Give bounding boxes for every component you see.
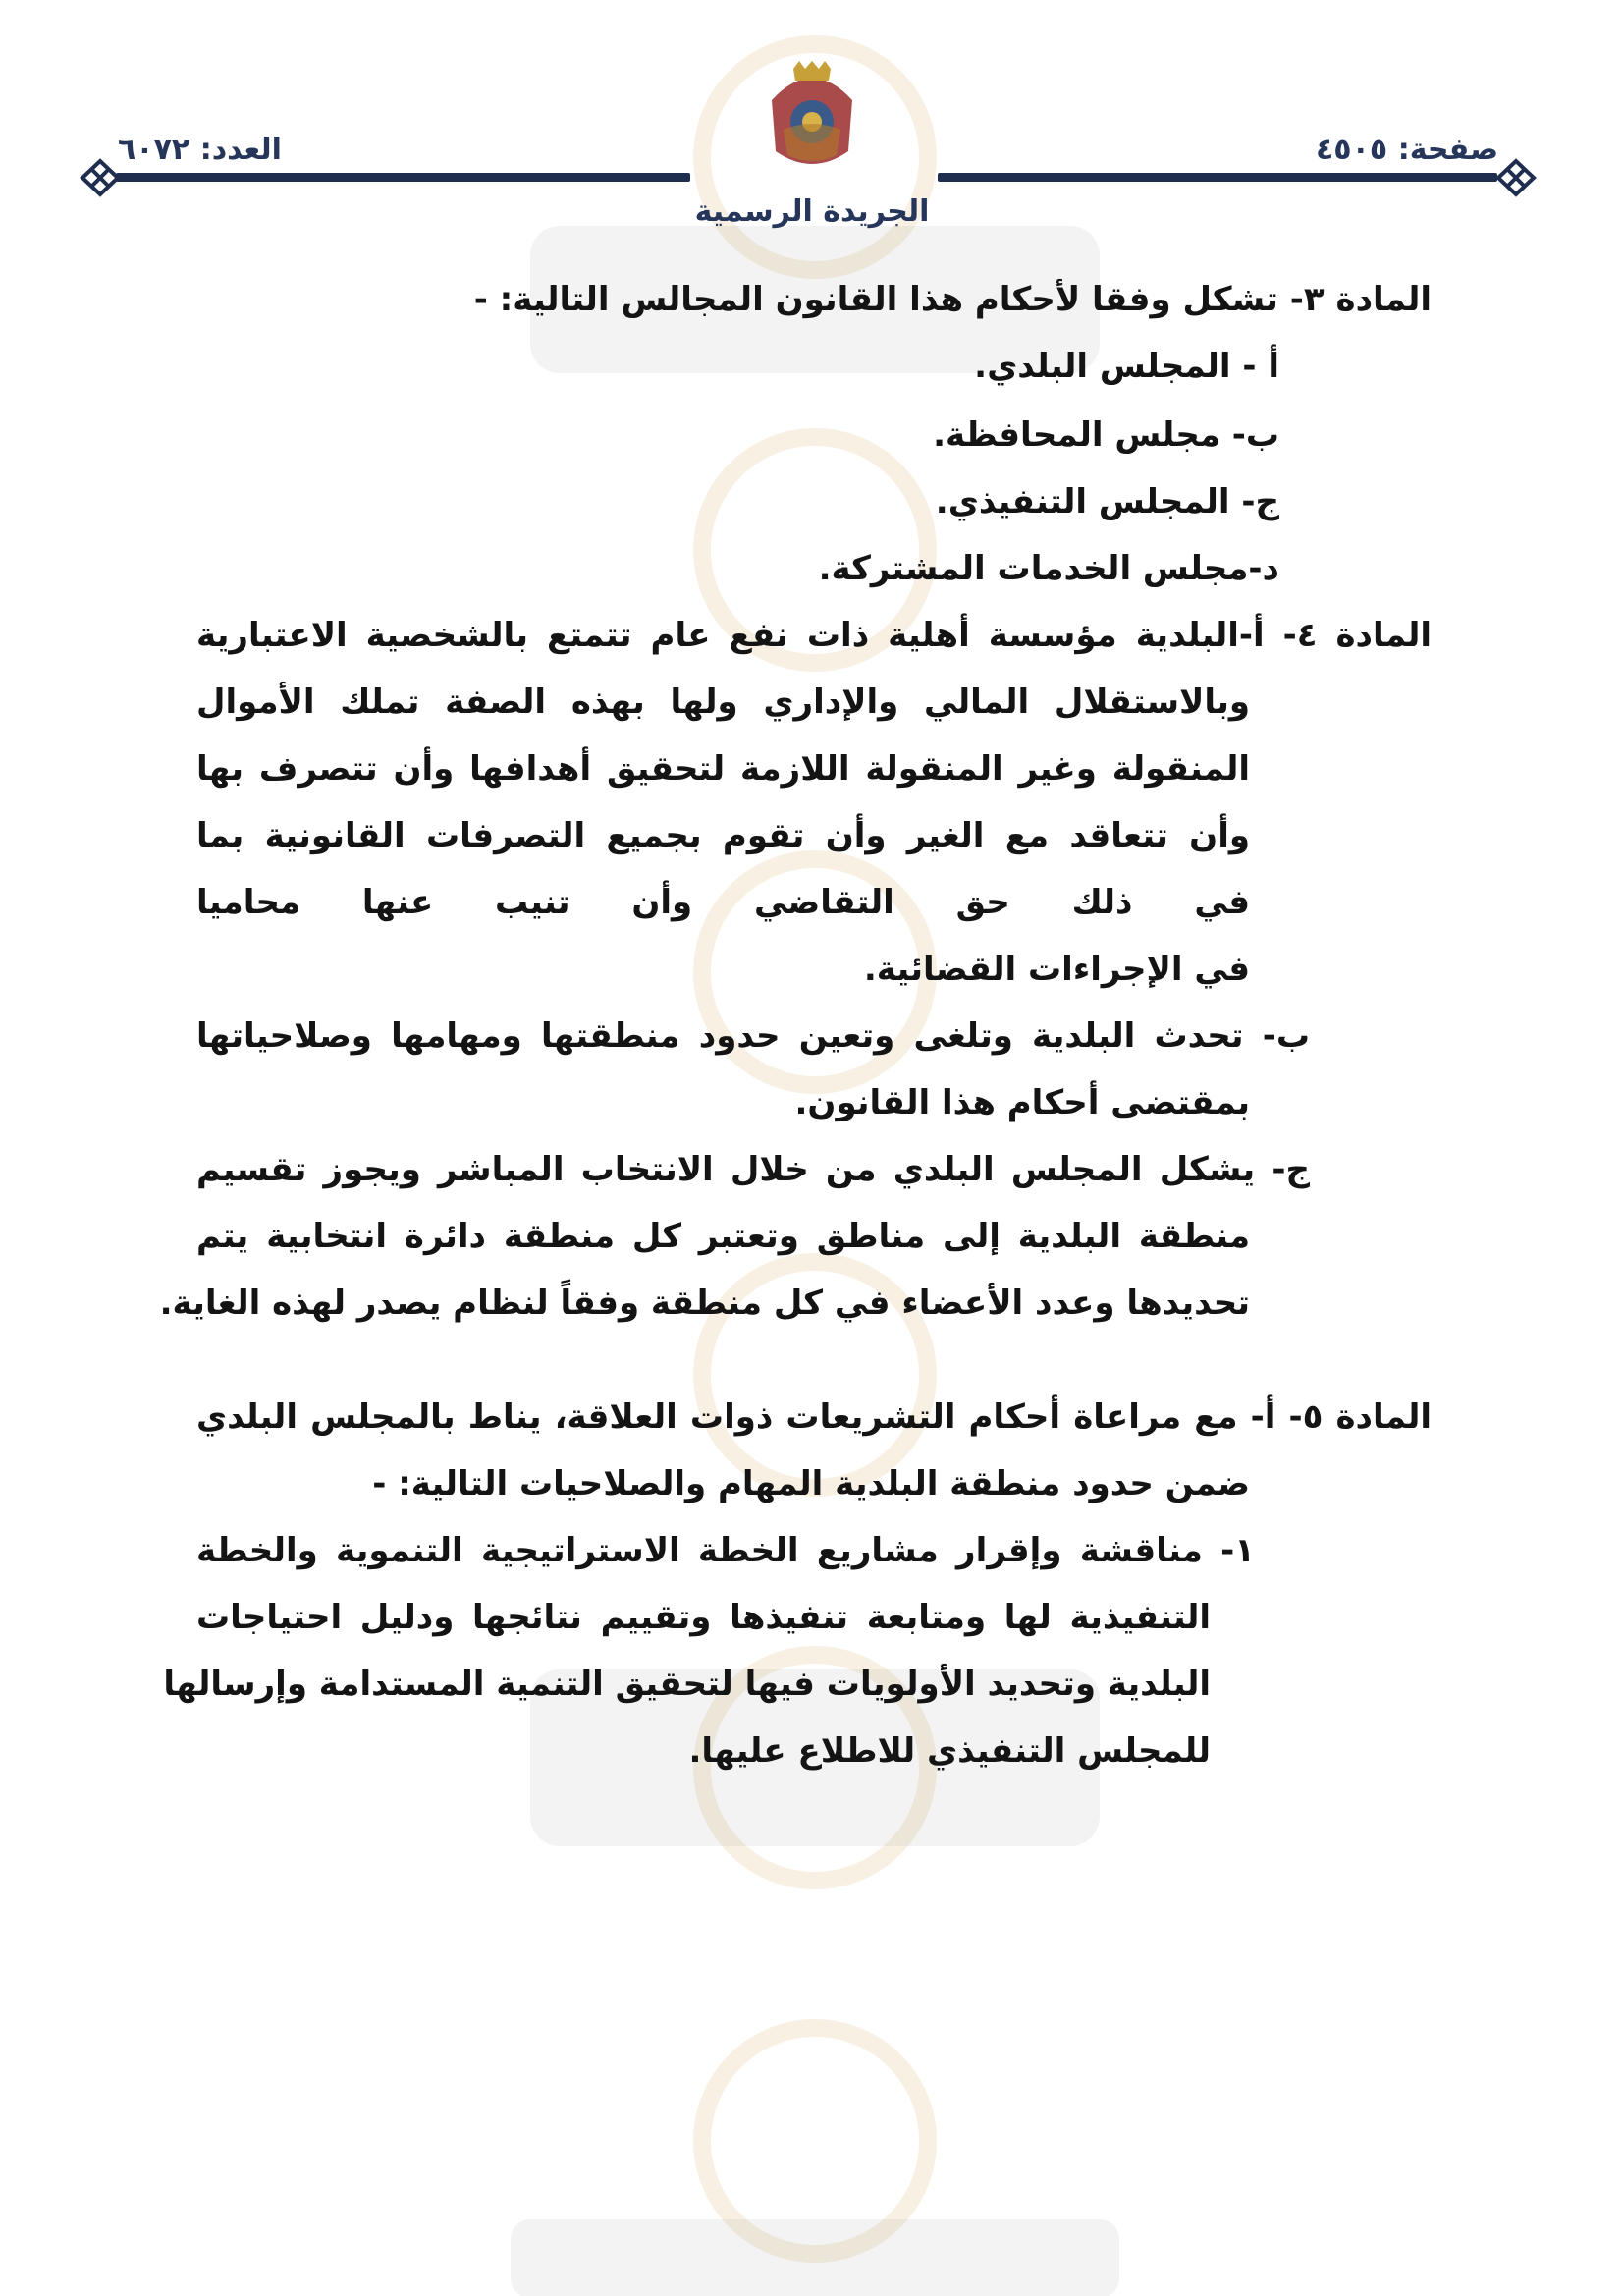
- header-rule-right: [938, 173, 1497, 182]
- article-3-item-d: د-مجلس الخدمات المشتركة.: [818, 549, 1279, 588]
- article-4-c-line: منطقة البلدية إلى مناطق وتعتبر كل منطقة دائرة انتخابية يتم: [196, 1217, 1250, 1256]
- article-4-b-line: ب- تحدث البلدية وتلغى وتعين حدود منطقتها ومهامها وصلاحياتها: [196, 1016, 1310, 1056]
- article-3-item-b: ب- مجلس المحافظة.: [933, 415, 1279, 455]
- article-5-item-1-line: للمجلس التنفيذي للاطلاع عليها.: [688, 1731, 1211, 1771]
- article-4-c-line: تحديدها وعدد الأعضاء في كل منطقة وفقاً لنظام يصدر لهذه الغاية.: [159, 1284, 1250, 1323]
- article-4-line: المنقولة وغير المنقولة اللازمة لتحقيق أهدافها وأن تتصرف بها: [196, 749, 1250, 789]
- article-4-line: وبالاستقلال المالي والإداري ولها بهذه الصفة تملك الأموال: [196, 683, 1250, 722]
- header-rule-left: [116, 173, 690, 182]
- coat-of-arms-icon: [764, 61, 860, 179]
- article-3-item-a: أ - المجلس البلدي.: [974, 347, 1279, 386]
- article-3-item-c: ج- المجلس التنفيذي.: [935, 482, 1279, 521]
- article-5-lead-line: ضمن حدود منطقة البلدية المهام والصلاحيات التالية: -: [372, 1464, 1250, 1503]
- article-4-b-line: بمقتضى أحكام هذا القانون.: [794, 1083, 1250, 1122]
- article-5-item-1-line: ١- مناقشة وإقرار مشاريع الخطة الاستراتيجية التنموية والخطة: [196, 1531, 1255, 1570]
- page-number: صفحة: ٤٥٠٥: [1316, 133, 1499, 167]
- article-5-item-1-line: البلدية وتحديد الأولويات فيها لتحقيق التنمية المستدامة وإرسالها: [163, 1665, 1211, 1704]
- left-ornament-icon: [79, 157, 122, 198]
- gazette-title: الجريدة الرسمية: [694, 194, 930, 229]
- issue-number: العدد: ٦٠٧٢: [118, 133, 282, 167]
- right-ornament-icon: [1494, 157, 1538, 198]
- article-4-line: في الإجراءات القضائية.: [863, 950, 1250, 989]
- article-5-lead-line: المادة ٥- أ- مع مراعاة أحكام التشريعات ذوات العلاقة، يناط بالمجلس البلدي: [196, 1397, 1432, 1437]
- article-4-line: في ذلك حق التقاضي وأن تنيب عنها محاميا: [196, 883, 1250, 922]
- article-5-item-1-line: التنفيذية لها ومتابعة تنفيذها وتقييم نتائجها ودليل احتياجات: [196, 1598, 1211, 1637]
- article-3-lead: المادة ٣- تشكل وفقا لأحكام هذا القانون المجالس التالية: -: [473, 280, 1432, 319]
- article-4-line: المادة ٤- أ-البلدية مؤسسة أهلية ذات نفع عام تتمتع بالشخصية الاعتبارية: [196, 616, 1432, 655]
- article-4-line: وأن تتعاقد مع الغير وأن تقوم بجميع التصرفات القانونية بما: [196, 816, 1250, 855]
- article-4-c-line: ج- يشكل المجلس البلدي من خلال الانتخاب المباشر ويجوز تقسيم: [196, 1150, 1310, 1189]
